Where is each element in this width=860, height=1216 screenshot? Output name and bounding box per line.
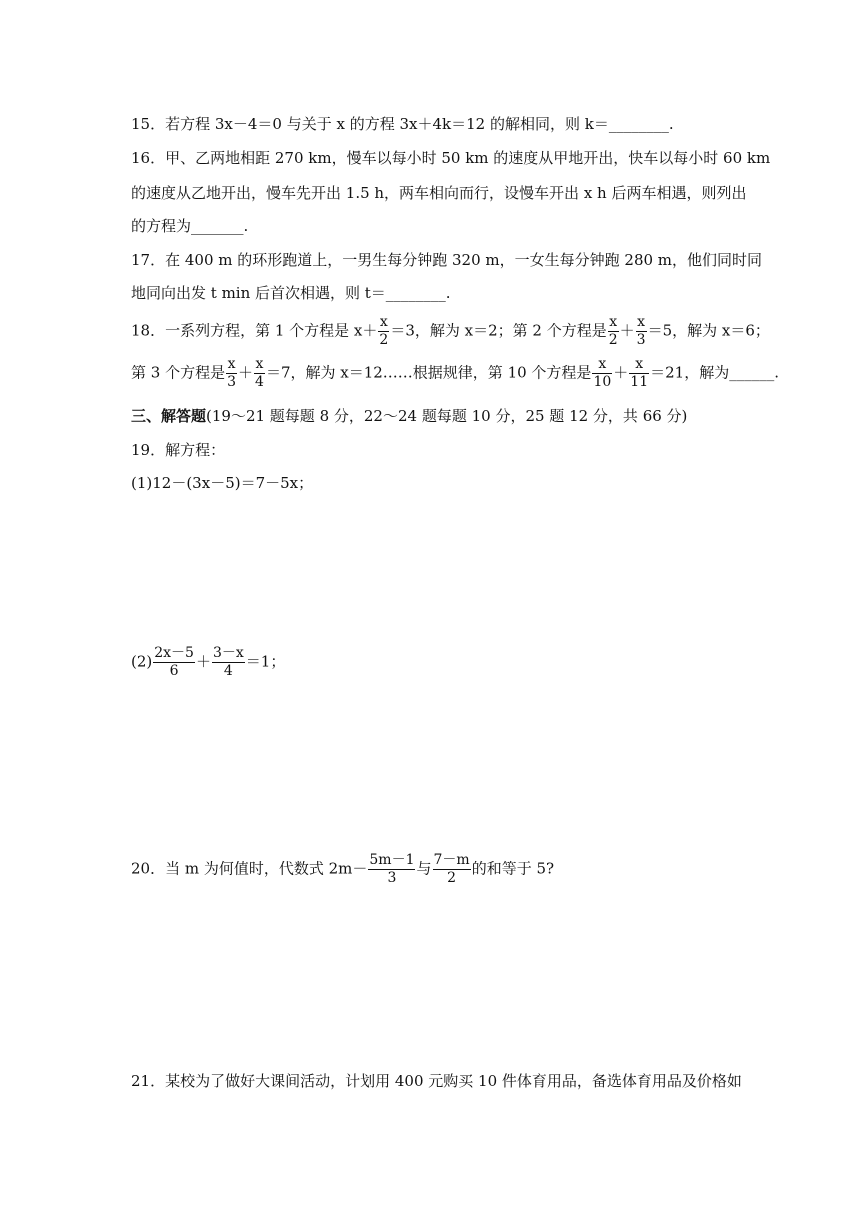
fraction-numerator: x: [629, 356, 649, 374]
fraction-numerator: x: [227, 356, 236, 372]
question-21: [131, 1071, 742, 1091]
question-19-part-1-text: (1)12－(3x－5)＝7－5x；: [131, 474, 314, 492]
question-16-text-3: 的方程为_______.: [131, 217, 249, 235]
question-20-text: 的和等于 5?: [471, 859, 555, 878]
question-19-text: ＝1；: [245, 652, 286, 671]
fraction-numerator: x: [637, 314, 646, 330]
fraction: [254, 356, 265, 391]
fraction: [378, 314, 389, 349]
question-19-part-1: [131, 473, 313, 493]
plus-sign: ＋: [613, 363, 629, 382]
question-18-line-2: [131, 356, 779, 391]
question-20-text: 与: [416, 859, 432, 878]
question-16-line-1: [131, 148, 770, 168]
question-16-text-2: 的速度从乙地开出，慢车先开出 1.5 h，两车相向而行，设慢车开出 x h 后两车相遇，则列出: [131, 184, 747, 202]
fraction: [226, 356, 237, 391]
question-19-header: [131, 440, 225, 460]
fraction-denominator: 6: [169, 663, 179, 679]
fraction-numerator: x: [379, 314, 388, 330]
question-15-text: 15．若方程 3x－4＝0 与关于 x 的方程 3x＋4k＝12 的解相同，则 k＝________.: [131, 115, 674, 133]
question-18-line-1: [131, 314, 770, 349]
fraction-numerator: x: [609, 314, 618, 330]
fraction-denominator: 10: [593, 374, 612, 390]
part-label: (2): [131, 652, 153, 671]
question-18-text: ＝21，解为______.: [650, 363, 779, 382]
question-18-text: 第 3 个方程是: [131, 363, 226, 382]
question-19-text: 19．解方程：: [131, 441, 226, 459]
section-note: (19～21 题每题 8 分，22～24 题每题 10 分，25 题 12 分，共 66 分): [206, 407, 688, 425]
question-18-text: ＝7，解为 x＝12……根据规律，第 10 个方程是: [265, 363, 592, 382]
fraction-denominator: 2: [608, 332, 618, 348]
question-17-text-1: 17．在 400 m 的环形跑道上，一男生每分钟跑 320 m，一女生每分钟跑 280 m，他们同时同: [131, 251, 763, 269]
question-18-text: ＝3，解为 x＝2；第 2 个方程是: [390, 321, 607, 340]
question-16-line-3: [131, 216, 248, 236]
fraction: [629, 356, 649, 391]
fraction: [212, 645, 245, 680]
section-3-heading: [131, 406, 687, 426]
fraction: [433, 852, 471, 887]
fraction-numerator: 3－x: [212, 645, 244, 661]
question-16-text-1: 16．甲、乙两地相距 270 km，慢车以每小时 50 km 的速度从甲地开出，快车以每小时 60 km: [131, 149, 771, 167]
fraction-denominator: 3: [636, 332, 646, 348]
question-18-text: ＝5，解为 x＝6；: [647, 321, 770, 340]
question-17-line-2: [131, 283, 451, 303]
fraction: [592, 356, 612, 391]
fraction: [368, 852, 415, 887]
fraction-denominator: 4: [223, 663, 233, 679]
fraction-denominator: 11: [630, 374, 649, 390]
fraction: [608, 314, 619, 349]
fraction-numerator: x: [592, 356, 612, 374]
question-16-line-2: [131, 183, 746, 203]
fraction-numerator: 2x－5: [154, 645, 194, 661]
fraction-denominator: 2: [447, 870, 457, 886]
fraction: [153, 645, 195, 680]
fraction-numerator: 7－m: [433, 852, 470, 868]
question-17-line-1: [131, 250, 762, 270]
question-18-text: 18．一系列方程，第 1 个方程是 x＋: [131, 321, 378, 340]
plus-sign: ＋: [619, 321, 635, 340]
fraction-denominator: 3: [387, 870, 397, 886]
question-20-text: 20．当 m 为何值时，代数式 2m－: [131, 859, 368, 878]
section-title: 三、解答题: [131, 407, 207, 425]
fraction-numerator: 5m－1: [369, 852, 415, 868]
question-21-text: 21．某校为了做好大课间活动，计划用 400 元购买 10 件体育用品，备选体育用品及价格如: [131, 1072, 742, 1090]
plus-sign: ＋: [195, 652, 211, 671]
question-15: [131, 114, 674, 134]
fraction-denominator: 3: [227, 374, 237, 390]
plus-sign: ＋: [238, 363, 254, 382]
question-20: [131, 852, 554, 887]
fraction: [636, 314, 647, 349]
question-19-part-2: [131, 645, 285, 680]
fraction-numerator: x: [255, 356, 264, 372]
question-17-text-2: 地同向出发 t min 后首次相遇，则 t＝________.: [131, 284, 451, 302]
fraction-denominator: 4: [255, 374, 264, 390]
fraction-denominator: 2: [379, 332, 389, 348]
